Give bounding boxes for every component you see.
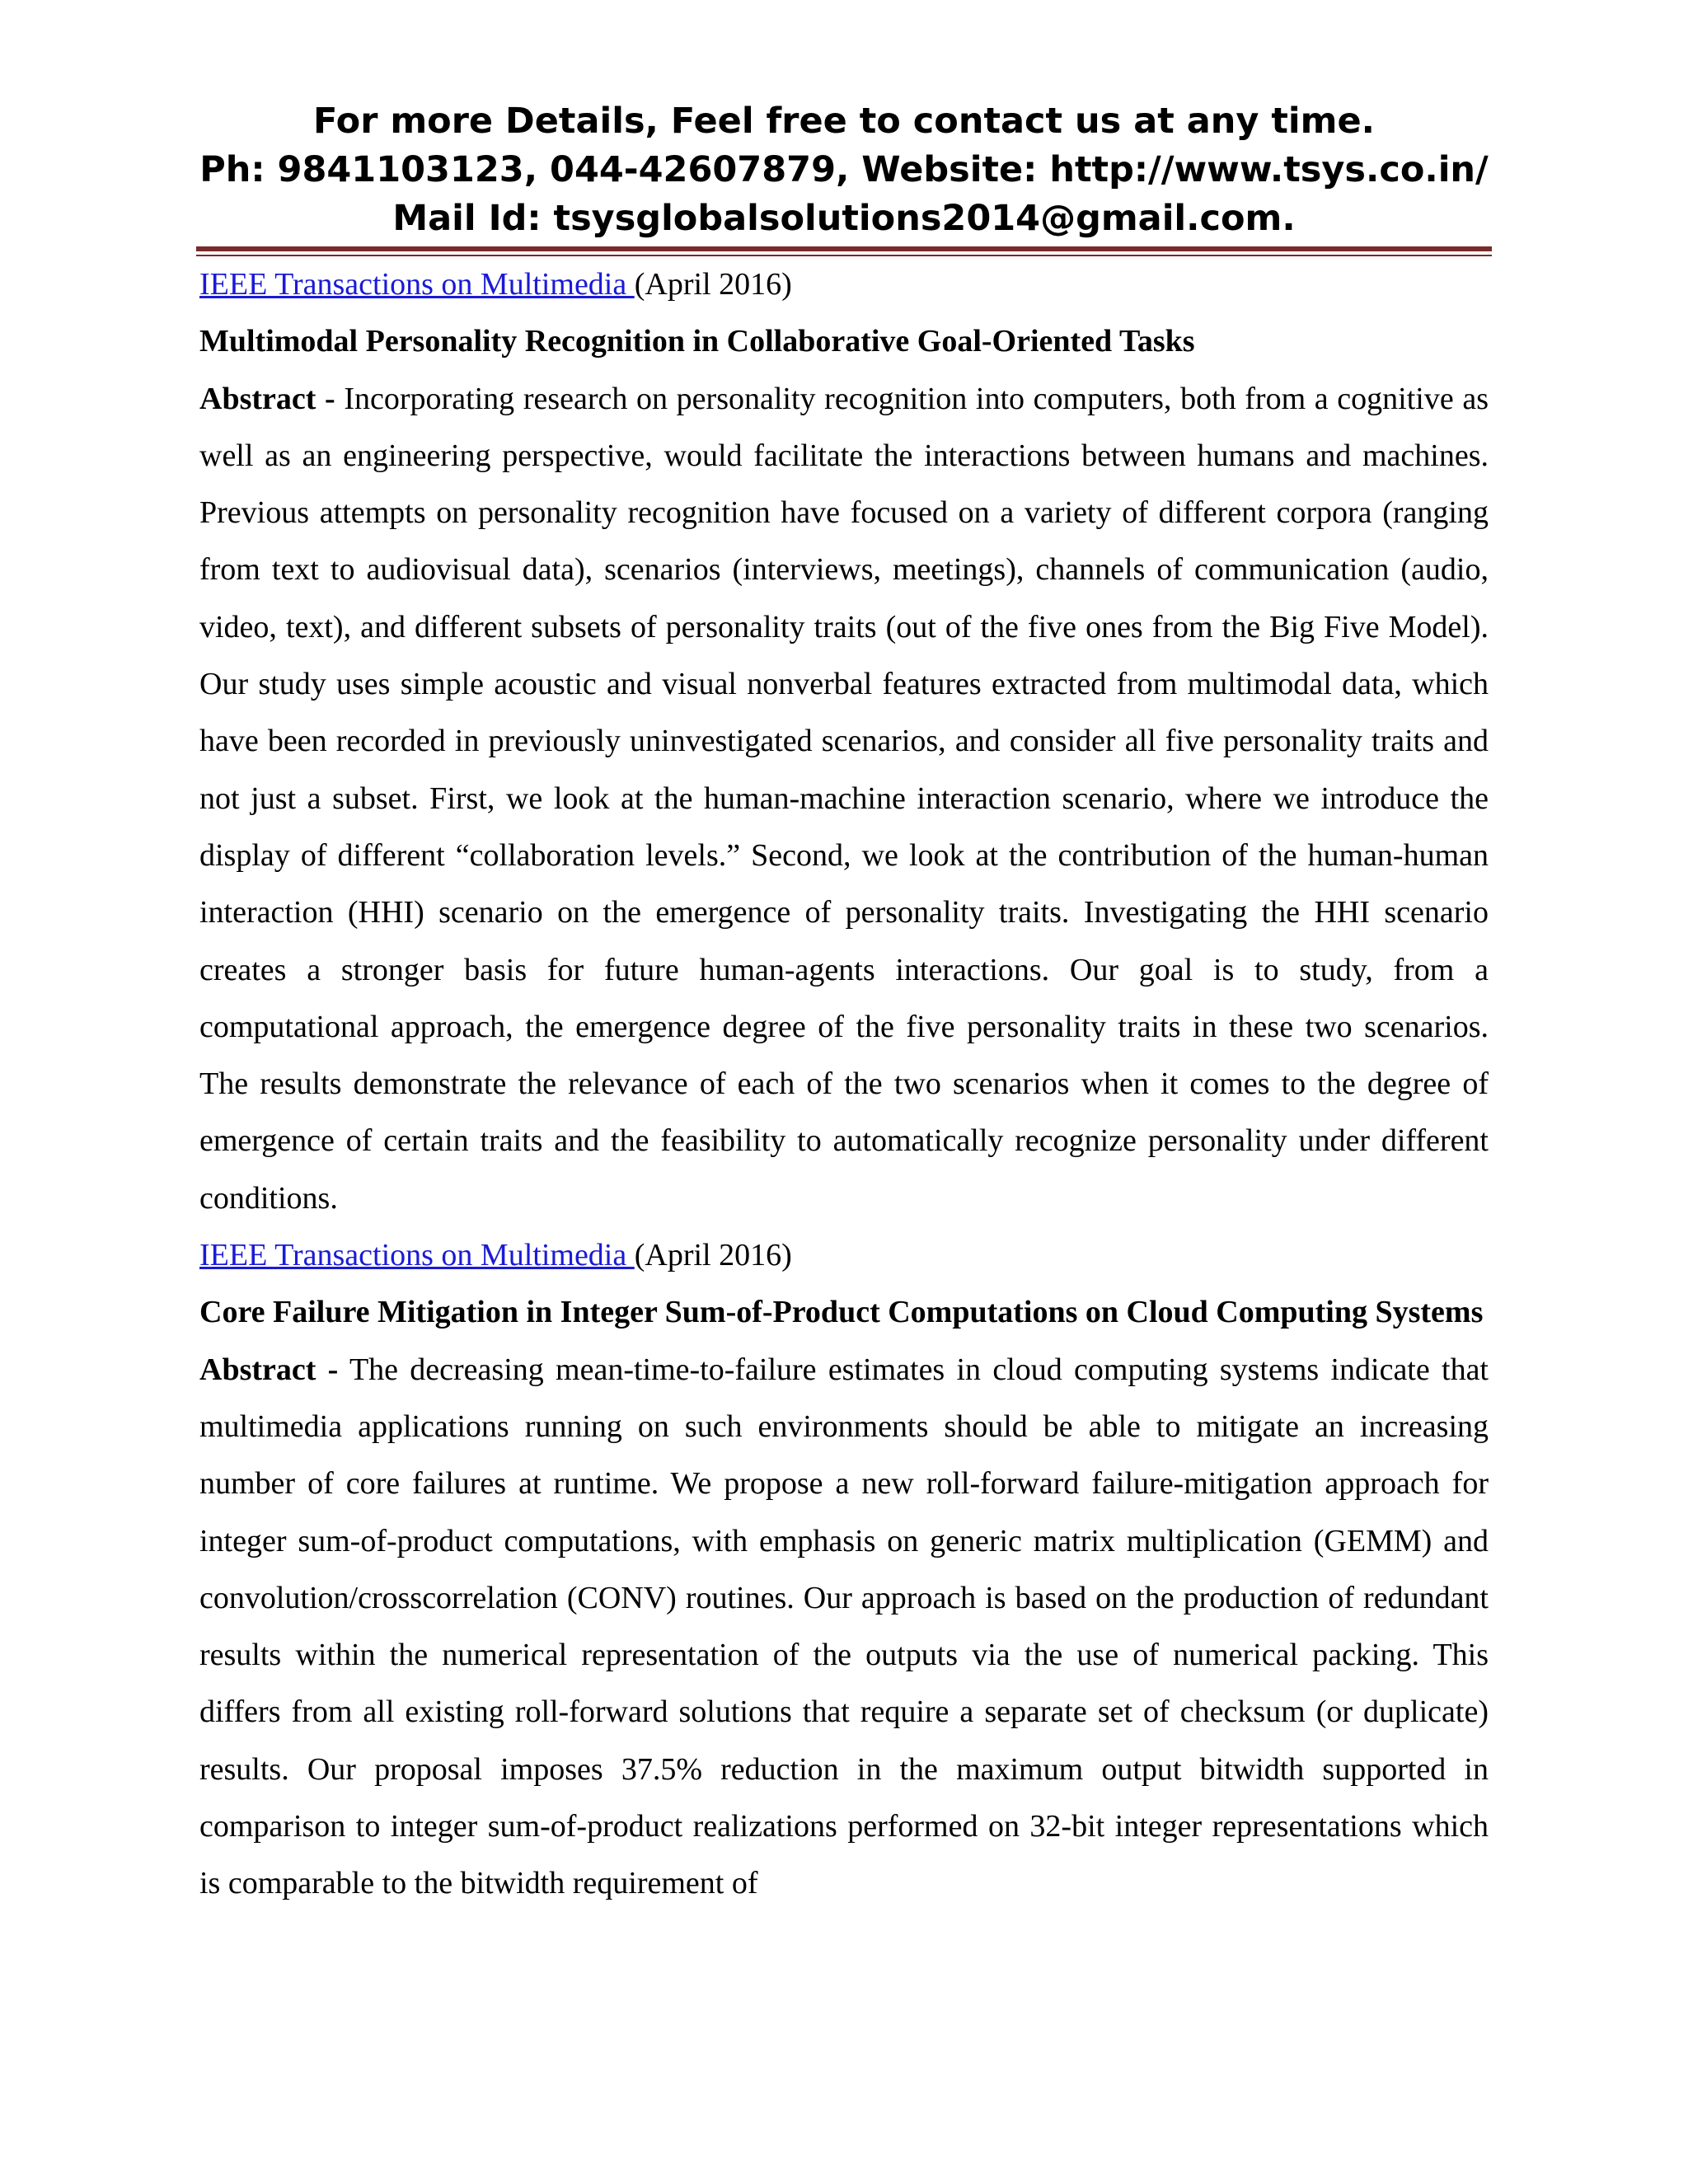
header-divider-thick [196,246,1492,251]
abstract-label: Abstract - [199,1352,339,1387]
journal-line [199,1227,1489,1284]
header-phone-website-line: Ph: 9841103123, 044-42607879, Website: http://www.tsys.co.in/ [199,149,1489,190]
paper-abstract [199,371,1489,1227]
journal-link[interactable]: IEEE Transactions on Multimedia [199,267,635,302]
publication-date: (April 2016) [634,267,792,302]
paper-title: Core Failure Mitigation in Integer Sum-of-Product Computations on Cloud Computing Systems [199,1295,1484,1330]
document-body [199,256,1489,1913]
journal-link[interactable]: IEEE Transactions on Multimedia [199,1238,635,1273]
journal-line [199,256,1489,313]
contact-header [0,97,1688,243]
publication-date: (April 2016) [634,1238,792,1273]
abstract-label: Abstract - [199,381,335,416]
paper-title: Multimodal Personality Recognition in Collaborative Goal-Oriented Tasks [199,324,1195,359]
header-email-line: Mail Id: tsysglobalsolutions2014@gmail.com. [392,198,1296,239]
paper-entry [199,1227,1489,1913]
paper-abstract [199,1342,1489,1913]
abstract-text: Incorporating research on personality recognition into computers, both from a cognitive as well as an engineering perspective, would facilitate the interactions between humans and machines. Previous attempts on personality recognition have focused on a variety of different corpora (ranging from text to audiovisual data), scenarios (interviews, meetings), channels of communication (audio, video, text), and different subsets of personality traits (out of the five ones from the Big Five Model). Our study uses simple acoustic and visual nonverbal features extracted from multimodal data, which have been recorded in previously uninvestigated scenarios, and consider all five personality traits and not just a subset. First, we look at the human-machine interaction scenario, where we introduce the display of different “collaboration levels.” Second, we look at the contribution of the human-human interaction (HHI) scenario on the emergence of personality traits. Investigating the HHI scenario creates a stronger basis for future human-agents interactions. Our goal is to study, from a computational approach, the emergence degree of the five personality traits in these two scenarios. The results demonstrate the relevance of each of the two scenarios when it comes to the degree of emergence of certain traits and the feasibility to automatically recognize personality under different conditions. [199,381,1489,1216]
paper-entry [199,256,1489,1227]
header-contact-line: For more Details, Feel free to contact us at any time. [313,101,1375,142]
abstract-text: The decreasing mean-time-to-failure estimates in cloud computing systems indicate that multimedia applications running on such environments should be able to mitigate an increasing number of core failures at runtime. We propose a new roll-forward failure-mitigation approach for integer sum-of-product computations, with emphasis on generic matrix multiplication (GEMM) and convolution/crosscorrelation (CONV) routines. Our approach is based on the production of redundant results within the numerical representation of the outputs via the use of numerical packing. This differs from all existing roll-forward solutions that require a separate set of checksum (or duplicate) results. Our proposal imposes 37.5% reduction in the maximum output bitwidth supported in comparison to integer sum-of-product realizations performed on 32-bit integer representations which is comparable to the bitwidth requirement of [199,1352,1489,1901]
